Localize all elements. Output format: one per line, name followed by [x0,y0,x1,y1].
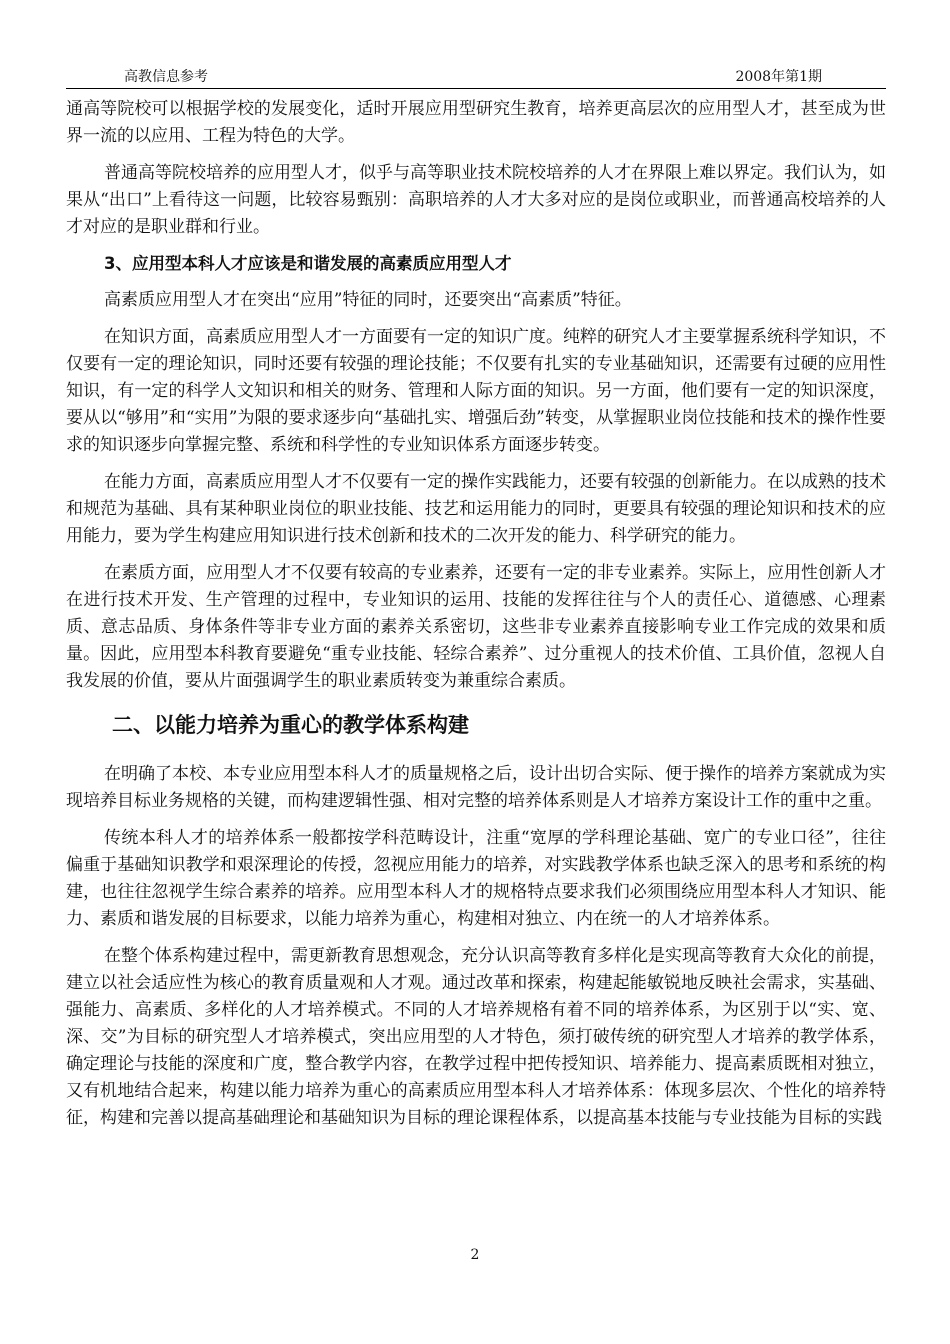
subsection-heading: 3、应用型本科人才应该是和谐发展的高素质应用型人才 [104,254,512,273]
paragraph: 在知识方面，高素质应用型人才一方面要有一定的知识广度。纯粹的研究人才主要掌握系统科学知识，不仅要有一定的理论知识，同时还要有较强的理论技能；不仅要有扎实的专业基础知识，还需要有过硬的应用性知识，有一定的科学人文知识和相关的财务、管理和人际方面的知识。另一方面，他们要有一定的知识深度，要从以“够用”和“实用”为限的要求逐步向“基础扎实、增强后劲”转变，从掌握职业岗位技能和技术的操作性要求的知识逐步向掌握完整、系统和科学性的专业知识体系方面逐步转变。 [66,327,886,455]
paragraph-continuation: 通高等院校可以根据学校的发展变化，适时开展应用型研究生教育，培养更高层次的应用型人才，甚至成为世界一流的以应用、工程为特色的大学。 [66,99,886,146]
article-body [66,96,886,1142]
journal-name: 高教信息参考 [124,69,208,85]
paragraph: 普通高等院校培养的应用型人才，似乎与高等职业技术院校培养的人才在界限上难以界定。我们认为，如果从“出口”上看待这一问题，比较容易甄别：高职培养的人才大多对应的是岗位或职业，而普通高校培养的人才对应的是职业群和行业。 [66,163,886,237]
header-rule [66,88,886,89]
section-heading: 二、以能力培养为重心的教学体系构建 [112,713,469,737]
paragraph: 高素质应用型人才在突出“应用”特征的同时，还要突出“高素质”特征。 [104,290,632,310]
paragraph: 在能力方面，高素质应用型人才不仅要有一定的操作实践能力，还要有较强的创新能力。在以成熟的技术和规范为基础、具有某种职业岗位的职业技能、技艺和运用能力的同时，更要具有较强的理论知识和技术的应用能力，要为学生构建应用知识进行技术创新和技术的二次开发的能力、科学研究的能力。 [66,472,886,546]
paragraph: 在素质方面，应用型人才不仅要有较高的专业素养，还要有一定的非专业素养。实际上，应用性创新人才在进行技术开发、生产管理的过程中，专业知识的运用、技能的发挥往往与个人的责任心、道德感、心理素质、意志品质、身体条件等非专业方面的素养关系密切，这些非专业素养直接影响专业工作完成的效果和质量。因此，应用型本科教育要避免“重专业技能、轻综合素养”、过分重视人的技术价值、工具价值，忽视人自我发展的价值，要从片面强调学生的职业素质转变为兼重综合素质。 [66,563,886,691]
paragraph: 在整个体系构建过程中，需更新教育思想观念，充分认识高等教育多样化是实现高等教育大众化的前提，建立以社会适应性为核心的教育质量观和人才观。通过改革和探索，构建起能敏锐地反映社会需求，实基础、强能力、高素质、多样化的人才培养模式。不同的人才培养规格有着不同的培养体系，为区别于以“实、宽、深、交”为目标的研究型人才培养模式，突出应用型的人才特色，须打破传统的研究型人才培养的教学体系，确定理论与技能的深度和广度，整合教学内容，在教学过程中把传授知识、培养能力、提高素质既相对独立，又有机地结合起来，构建以能力培养为重心的高素质应用型本科人才培养体系：体现多层次、个性化的培养特征，构建和完善以提高基础理论和基础知识为目标的理论课程体系，以提高基本技能与专业技能为目标的实践 [66,946,886,1128]
page-header [66,62,884,86]
issue-label: 2008年第1期 [735,69,822,85]
paragraph: 在明确了本校、本专业应用型本科人才的质量规格之后，设计出切合实际、便于操作的培养方案就成为实现培养目标业务规格的关键，而构建逻辑性强、相对完整的培养体系则是人才培养方案设计工作的重中之重。 [66,764,886,811]
paragraph: 传统本科人才的培养体系一般都按学科范畴设计，注重“宽厚的学科理论基础、宽广的专业口径”，往往偏重于基础知识教学和艰深理论的传授，忽视应用能力的培养，对实践教学体系也缺乏深入的思考和系统的构建，也往往忽视学生综合素养的培养。应用型本科人才的规格特点要求我们必须围绕应用型本科人才知识、能力、素质和谐发展的目标要求，以能力培养为重心，构建相对独立、内在统一的人才培养体系。 [66,828,886,929]
page-number: 2 [470,1247,480,1263]
